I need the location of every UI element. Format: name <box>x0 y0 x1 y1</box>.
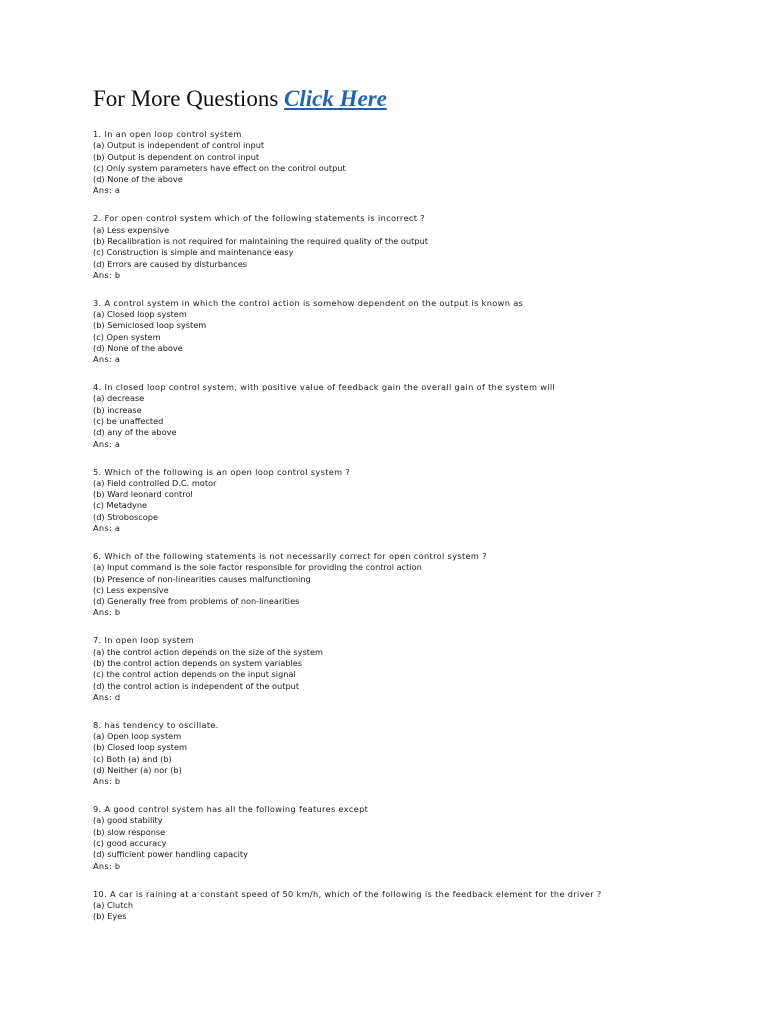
question-block <box>93 804 693 888</box>
answer-option: (c) Less expensive <box>93 584 169 595</box>
answer-option: (b) Eyes <box>93 911 127 922</box>
answer-option: (d) Errors are caused by disturbances <box>93 258 248 269</box>
answer-option: (a) Less expensive <box>93 224 170 235</box>
answer-option: (a) Open loop system <box>93 731 182 742</box>
answer-option: (c) Only system parameters have effect on the control output <box>93 162 346 173</box>
answer-option: (a) Output is independent of control input <box>93 140 265 151</box>
answer-option: (b) the control action depends on system variables <box>93 657 303 668</box>
answer-option: (c) be unaffected <box>93 416 164 427</box>
answer-key: Ans: b <box>93 776 121 787</box>
answer-option: (a) Clutch <box>93 899 134 910</box>
question-text: 3. A control system in which the control action is somehow dependent on the output is known as <box>93 297 524 308</box>
answer-key: Ans: a <box>93 354 121 365</box>
answer-option: (d) None of the above <box>93 342 183 353</box>
answer-key: Ans: d <box>93 691 121 702</box>
answer-option: (b) Output is dependent on control input <box>93 151 260 162</box>
question-block <box>93 298 693 382</box>
answer-key: Ans: a <box>93 523 121 534</box>
answer-option: (a) Closed loop system <box>93 309 187 320</box>
answer-option: (d) sufficient power handling capacity <box>93 849 248 860</box>
answer-option: (c) Metadyne <box>93 500 148 511</box>
question-block <box>93 551 693 635</box>
answer-option: (b) slow response <box>93 826 166 837</box>
answer-option: (b) Semiclosed loop system <box>93 320 207 331</box>
answer-option: (a) decrease <box>93 393 145 404</box>
click-here-link[interactable]: Click Here <box>284 86 387 111</box>
answer-option: (a) good stability <box>93 815 163 826</box>
answer-option: (b) Recalibration is not required for maintaining the required quality of the output <box>93 235 428 246</box>
answer-option: (a) the control action depends on the size of the system <box>93 646 324 657</box>
answer-option: (d) Generally free from problems of non-linearities <box>93 596 300 607</box>
answer-option: (d) Neither (a) nor (b) <box>93 764 182 775</box>
answer-key: Ans: a <box>93 438 121 449</box>
question-text: 2. For open control system which of the following statements is incorrect ? <box>93 213 425 224</box>
answer-option: (a) Input command is the sole factor responsible for providing the control action <box>93 562 422 573</box>
answer-option: (b) increase <box>93 404 142 415</box>
question-block <box>93 213 693 297</box>
answer-option: (c) the control action depends on the input signal <box>93 669 296 680</box>
question-block <box>93 382 693 466</box>
question-text: 7. In open loop system <box>93 635 195 646</box>
answer-option: (c) good accuracy <box>93 838 167 849</box>
answer-option: (b) Presence of non-linearities causes malfunctioning <box>93 573 311 584</box>
answer-option: (b) Ward leonard control <box>93 489 193 500</box>
header-text: For More Questions <box>93 86 285 111</box>
question-block <box>93 720 693 804</box>
answer-option: (c) Both (a) and (b) <box>93 753 172 764</box>
question-text: 6. Which of the following statements is not necessarily correct for open control system ? <box>93 550 487 561</box>
answer-option: (d) any of the above <box>93 427 177 438</box>
page-header <box>93 84 387 114</box>
answer-option: (a) Field controlled D.C. motor <box>93 477 217 488</box>
question-block <box>93 129 693 213</box>
answer-key: Ans: b <box>93 860 121 871</box>
question-text: 1. In an open loop control system <box>93 129 242 139</box>
answer-key: Ans: b <box>93 269 121 280</box>
question-text: 10. A car is raining at a constant speed of 50 km/h, which of the following is the feedback element for the driver ? <box>93 888 602 899</box>
answer-option: (d) the control action is independent of the output <box>93 680 300 691</box>
question-text: 9. A good control system has all the following features except <box>93 804 369 815</box>
question-text: 8. has tendency to oscillate. <box>93 719 219 730</box>
answer-option: (b) Closed loop system <box>93 742 187 753</box>
question-block <box>93 889 693 973</box>
question-list <box>93 129 693 973</box>
answer-key: Ans: b <box>93 607 121 618</box>
answer-option: (d) Stroboscope <box>93 511 159 522</box>
question-block <box>93 635 693 719</box>
question-text: 5. Which of the following is an open loop control system ? <box>93 466 351 477</box>
answer-option: (d) None of the above <box>93 174 183 185</box>
answer-option: (c) Open system <box>93 331 161 342</box>
answer-option: (c) Construction is simple and maintenance easy <box>93 247 294 258</box>
answer-key: Ans: a <box>93 185 121 196</box>
question-block <box>93 467 693 551</box>
question-text: 4. In closed loop control system, with positive value of feedback gain the overall gain of the system will <box>93 382 556 393</box>
